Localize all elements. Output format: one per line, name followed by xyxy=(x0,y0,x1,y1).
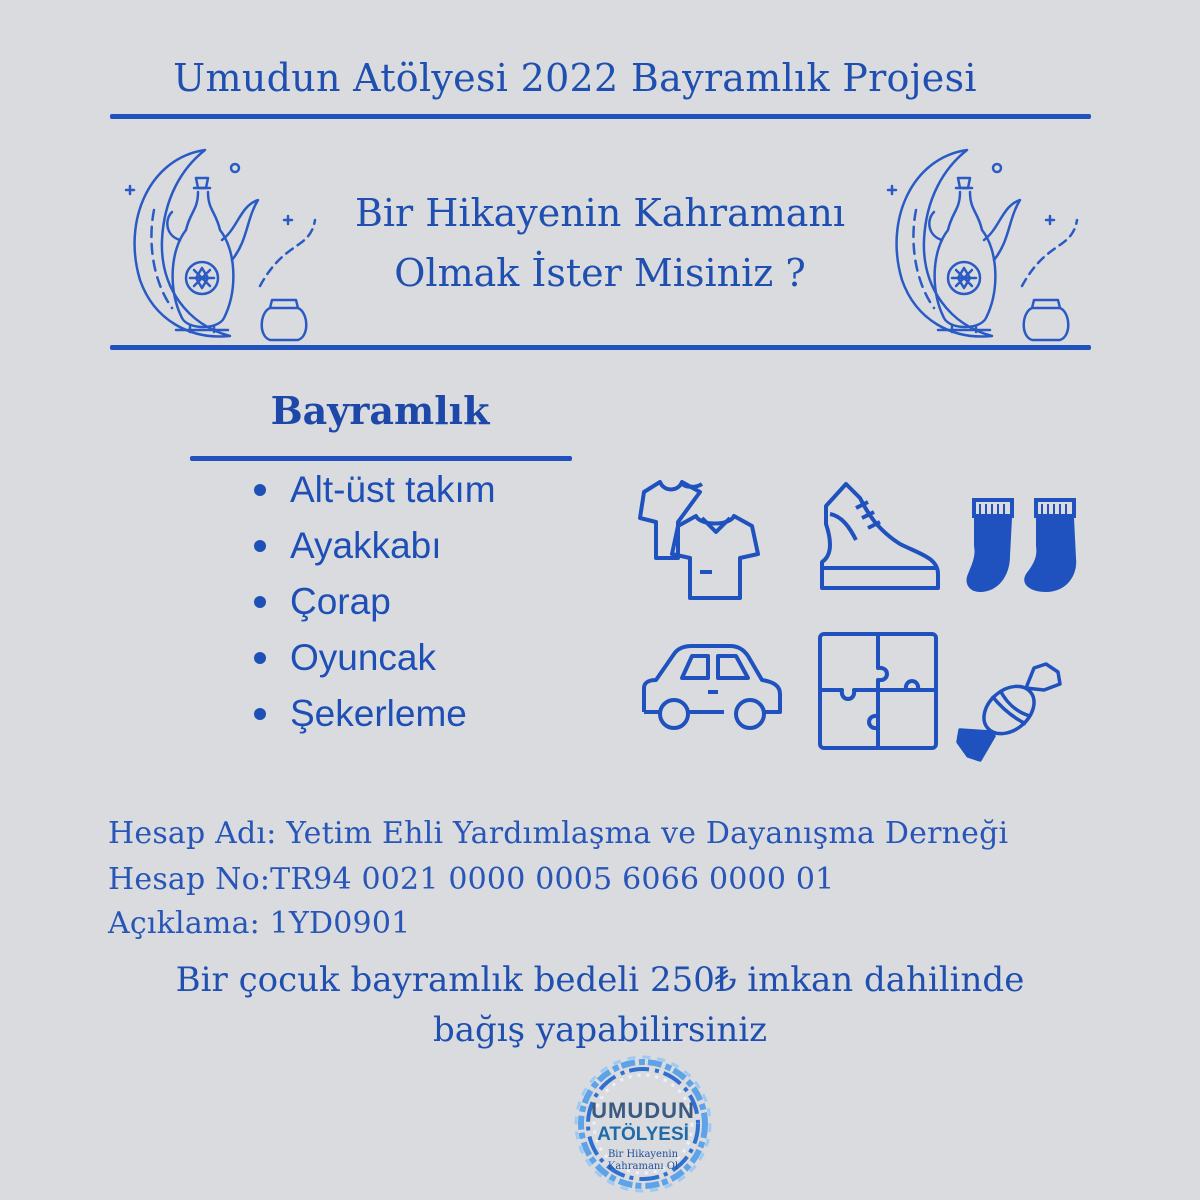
puzzle-icon xyxy=(818,632,938,750)
logo-line-1: UMUDUN xyxy=(591,1098,695,1123)
crescent-ewer-icon xyxy=(872,140,1082,350)
bullet-icon xyxy=(254,596,266,608)
hero-line-2: Olmak İster Misiniz ? xyxy=(394,251,806,295)
car-icon xyxy=(638,642,786,732)
list-item-label: Çorap xyxy=(290,581,391,622)
item-list xyxy=(250,462,610,742)
list-item xyxy=(250,686,610,742)
logo-tagline-1: Bir Hikayenin xyxy=(607,1149,679,1160)
umudun-atolyesi-logo xyxy=(563,1052,723,1192)
list-item xyxy=(250,518,610,574)
account-number: Hesap No:TR94 0021 0000 0005 6066 0000 01 xyxy=(108,862,835,897)
section-divider xyxy=(190,456,572,461)
list-item-label: Oyuncak xyxy=(290,637,437,678)
top-divider xyxy=(110,114,1091,119)
bullet-icon xyxy=(254,484,266,496)
list-item xyxy=(250,574,610,630)
account-description: Açıklama: 1YD0901 xyxy=(108,906,411,941)
list-item xyxy=(250,630,610,686)
candy-icon xyxy=(954,656,1064,764)
socks-icon xyxy=(962,496,1092,596)
logo-tagline xyxy=(563,1149,723,1172)
list-item-label: Alt-üst takım xyxy=(290,469,496,510)
bullet-icon xyxy=(254,652,266,664)
middle-divider xyxy=(110,345,1091,350)
crescent-ewer-icon xyxy=(110,140,320,350)
account-name: Hesap Adı: Yetim Ehli Yardımlaşma ve Dayanışma Derneği xyxy=(108,816,1009,851)
list-item-label: Şekerleme xyxy=(290,693,467,734)
list-item xyxy=(250,462,610,518)
logo-tagline-2: Kahramanı Ol xyxy=(607,1160,679,1172)
donation-text-line-1: Bir çocuk bayramlık bedeli 250₺ imkan dahilinde xyxy=(175,960,1025,1000)
list-item-label: Ayakkabı xyxy=(290,525,442,566)
shoe-icon xyxy=(816,480,942,594)
bullet-icon xyxy=(254,708,266,720)
bullet-icon xyxy=(254,540,266,552)
page-title: Umudun Atölyesi 2022 Bayramlık Projesi xyxy=(173,56,977,100)
hero-line-1: Bir Hikayenin Kahramanı xyxy=(354,191,846,235)
shirts-icon xyxy=(638,478,764,602)
logo-line-2: ATÖLYESİ xyxy=(597,1124,689,1145)
section-title: Bayramlık xyxy=(270,388,490,433)
donation-text-line-2: bağış yapabilirsiniz xyxy=(432,1010,768,1050)
